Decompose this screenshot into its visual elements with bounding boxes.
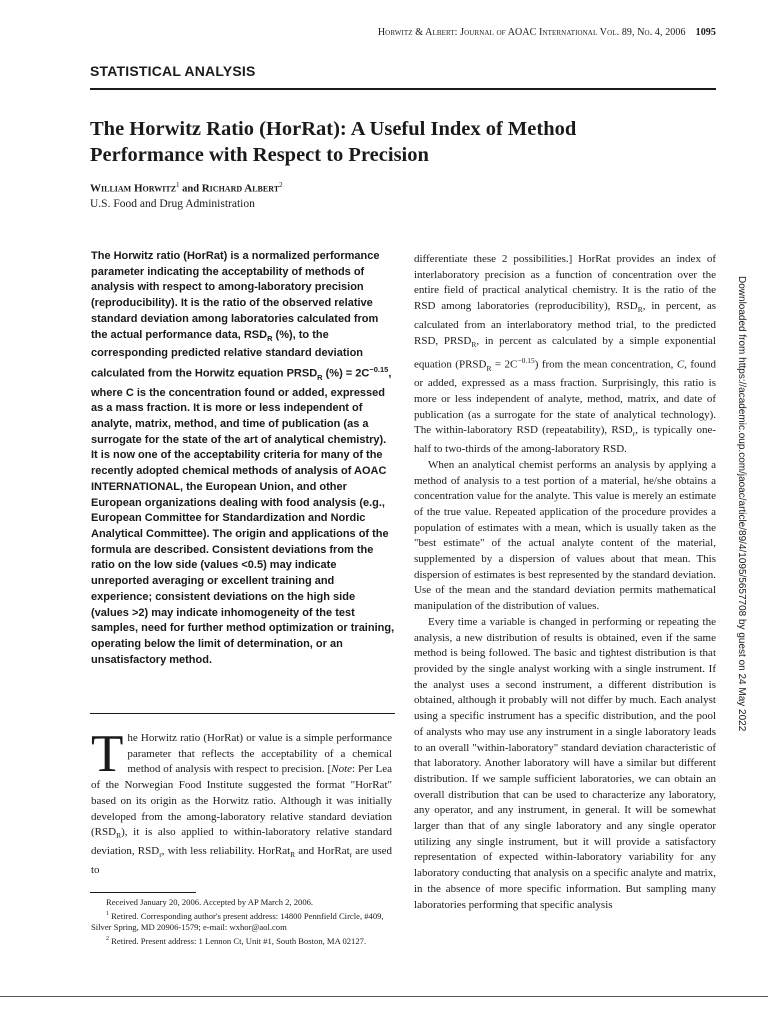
affiliation: U.S. Food and Drug Administration (90, 198, 255, 210)
footnote-2-text: Retired. Present address: 1 Lennon Ct, Unit #1, South Boston, MA 02127. (109, 936, 367, 947)
footnote-1-mark: 1 (106, 910, 109, 917)
right-paragraph-2: When an analytical chemist performs an analysis by applying a method of analysis to a test portion of a material, he/she obtains a concentration value for the analyte. This value is merely an estimate of the true value. Repeated application of the procedure provides a population of estimates with a mean, which is usually taken as the "best estimate" of the actual analyte content of the material, supplemented by a dispersion of values about that mean. This dispersion of estimates is best represented by the standard deviation. Use of the mean and the standard deviation permits mathematical manipulation of the distribution of values. (414, 458, 716, 613)
abstract-text-4: , where C is the concentration found or added, expressed as a mass fraction. It is more or less independent of analyte, matrix, method, and time of publication (as a surrogate for the state of the art of analytical chemistry). It is now one of the acceptability criteria for many of the recently adopted chemical methods of analysis of AOAC INTERNATIONAL, the European Union, and other European organizations dealing with food analysis (e.g., European Committee for Standardization and Nordic Analytical Committee). The origin and applications of the formula are described. Consistent deviations from the ratio on the low side (values <0.5) may indicate unreported averaging or excellent training and experience; consistent deviations on the high side (values >2) may indicate inhomogeneity of the test samples, need for further method optimization or training, operating below the limit of determination, or an unsatisfactory method. (91, 367, 395, 666)
footnote-rule (90, 892, 196, 893)
abstract-text-1: The Horwitz ratio (HorRat) is a normalized performance parameter indicating the acceptability of methods of analysis with respect to among-laboratory precision (reproducibility). It is the ratio of the observed relative standard deviation among laboratories calculated from the actual performance data, RSD (91, 250, 380, 341)
intro-text-1: he Horwitz ratio (HorRat) or value is a simple performance parameter that reflects the acceptability of a chemical method of analysis with respect to precision. [ (127, 732, 392, 776)
intro-sub-1: R (116, 831, 122, 841)
footnote-1-text: Retired. Corresponding author's present address: 14800 Pennfield Circle, #409, Silver Spring, MD 20906-1579; e-mail: wxhor@aol.com (91, 910, 384, 933)
rp1-d: = 2C (491, 358, 518, 371)
intro-sub-3: R (290, 850, 296, 860)
rp1-sub-b: R (471, 339, 477, 349)
author-connector: and (179, 183, 202, 195)
footnote-2 (91, 934, 393, 948)
download-watermark: Downloaded from https://academic.oup.com/jaoac/article/89/4/1095/5657708 by guest on 24 May 2022 (736, 276, 747, 732)
body-right-column (414, 252, 716, 913)
right-paragraph-3: Every time a variable is changed in performing or repeating the analysis, a new distribution of results is obtained, even if the same method is being followed. The basic and tightest distribution is that provided by the single analyst working with a single instrument. If the analyst uses a second instrument, a different distribution is obtained, although it probably will not differ by much. Each analyst using a specific instrument has a specific distribution, and the pool of analysts who may use any instrument in a single laboratory leads to an overall "within-laboratory" standard deviation characteristic of that laboratory. Another laboratory will have a similar but different distribution. If we sample sufficient laboratories, we can obtain an overall distribution that can be used to characterize any laboratory, any operator, and any instrument, in general. It will be somewhat larger than that of any single laboratory and any single operator utilizing any single instrument, but it will provide a satisfactory representation of expected within-laboratory variability for any laboratory conducting that analysis on a specific analyte and matrix, in the absence of more specific information. But sampling many laboratories performing that specific analysis (414, 615, 716, 911)
abstract-rule (90, 713, 395, 714)
rp1-sub-a: R (637, 305, 643, 315)
rp1-sup-d: −0.15 (517, 355, 535, 365)
author-2: Richard Albert (201, 182, 280, 195)
author-1: William Horwitz (90, 182, 177, 195)
intro-sub-2: r (159, 850, 162, 860)
abstract (91, 249, 395, 668)
rp1-c-italic: C (676, 358, 685, 371)
intro-text-3: ), it is also applied to within-laboratory relative standard deviation, RSD (91, 826, 392, 858)
body-intro (91, 725, 393, 879)
intro-text-4: , with less reliability. HorRat (161, 845, 291, 858)
rp1-b: , in percent, as calculated from an interlaboratory method trial, to the predicted RSD, PRSD (414, 300, 716, 347)
rp1-e: ) from the mean concentration, (534, 358, 677, 371)
byline (90, 181, 283, 195)
abstract-sup-1: −0.15 (369, 365, 389, 375)
author-2-mark: 2 (279, 181, 283, 189)
running-head (300, 27, 716, 38)
footnote-2-mark: 2 (106, 936, 109, 943)
rp1-g: , is typically one-half to two-thirds of the among-laboratory RSD. (414, 424, 716, 456)
rp1-c: , in percent as calculated by a simple exponential equation (PRSD (414, 334, 716, 371)
article-title: The Horwitz Ratio (HorRat): A Useful Index of Method Performance with Respect to Precision (90, 118, 577, 166)
footnotes (91, 897, 393, 948)
right-paragraph-1 (414, 252, 716, 458)
intro-text-6: are used to (91, 845, 392, 876)
intro-text-2: : Per Lea of the Norwegian Food Institute suggested the format "HorRat" based on its origin as the Horwitz ratio. Although it was initially developed from the among-laboratory relative standard deviation (RSD (91, 763, 393, 839)
section-label: STATISTICAL ANALYSIS (90, 63, 256, 79)
abstract-text-2: (%), to the corresponding predicted relative standard deviation calculated from the Horwitz equation PRSD (91, 328, 364, 380)
note-label: Note (331, 763, 353, 776)
rp1-sub-c: R (486, 363, 492, 373)
running-head-text: Horwitz & Albert: Journal of AOAC International Vol. 89, No. 4, 2006 (377, 27, 686, 38)
abstract-sub-1: R (267, 333, 273, 343)
intro-sub-4: r (349, 850, 353, 860)
rp1-a: differentiate these 2 possibilities.] HorRat provides an index of interlaboratory precision as a function of concentration over the entire field of practical analytical chemistry. It is the ratio of the RSD among laboratories (reproducibility), RSD (414, 253, 716, 313)
abstract-sub-2: R (317, 372, 323, 382)
page-bottom-rule (0, 996, 768, 997)
footnote-1 (91, 909, 393, 934)
footnote-received: Received January 20, 2006. Accepted by AP March 2, 2006. (106, 897, 314, 907)
abstract-text-3: (%) = 2C (322, 367, 370, 380)
page-number: 1095 (695, 27, 716, 38)
rp1-f: , found or added, expressed as a mass fraction. Surprisingly, this ratio is more or less independent of analyte, method, matrix, and date of publication (as a surrogate for the state of analytical technology). The within-laboratory RSD (repeatability), RSD (414, 358, 716, 437)
section-rule (90, 88, 716, 90)
intro-text-5: and HorRat (295, 845, 350, 858)
drop-cap: T (91, 725, 124, 783)
author-1-mark: 1 (176, 181, 180, 189)
rp1-sub-f: r (632, 429, 636, 439)
